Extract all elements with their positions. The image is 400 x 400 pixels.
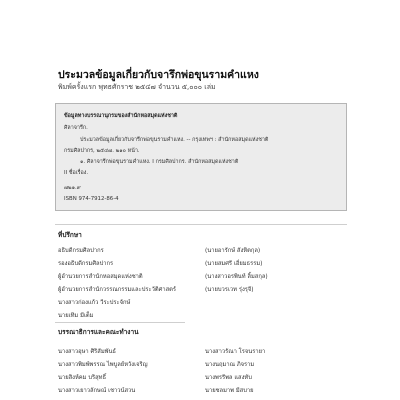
advisor-name: (นายอารักษ์ สังหิตกุล) [205,248,261,254]
print-info: พิมพ์ครั้งแรก พุทธศักราช ๒๕๔๗ จำนวน ๕,๐๐๐ เล่ม [58,83,216,91]
editor-name: นายสิงห์คม บริสุทธิ์ [58,375,107,381]
cip-classification: ๗๒๑.๙ [64,185,81,191]
document-title: ประมวลข้อมูลเกี่ยวกับจารึกพ่อขุนรามคำแหง [58,69,259,81]
cip-entry-line-2: กรมศิลปากร, ๒๕๔๗. ๒๑๐ หน้า. [64,148,140,154]
advisors-heading: ที่ปรึกษา [58,231,82,239]
cataloging-in-publication-box [55,103,347,211]
advisor-name: (นายบวรเวท รุ่งรุจี) [205,287,254,293]
cip-entry-line-3: ๑. ศิลาจารึกพ่อขุนรามคำแหง. I กรมศิลปากร. สำนักหอสมุดแห่งชาติ [80,159,239,165]
editor-name: นางสาวรัณา โรจนรายา [205,349,266,355]
advisor-position: อธิบดีกรมศิลปากร [58,248,104,254]
cip-author: ศิลาจารึก. [64,125,88,131]
advisor-name: (นางสาวอรพินท์ ลิ้มสกุล) [205,274,268,280]
section-divider [55,224,347,225]
cip-isbn: ISBN 974-7912-86-4 [64,196,119,202]
cip-heading: ข้อมูลทางบรรณานุกรมของสำนักหอสมุดแห่งชาติ [64,113,178,119]
editor-name: นายชลมาพ มีสบาย [205,388,254,394]
advisor-person: นายเทิม มีเต็ม [58,313,94,319]
cip-entry-line-1: ประมวลข้อมูลเกี่ยวกับจารึกพ่อขุนรามคำแหง. -- กรุงเทพฯ : สำนักหอสมุดแห่งชาติ [80,137,269,143]
editor-name: นางสาวเยาวลักษณ์ เชาวน์สวน [58,388,136,394]
advisor-person: นางสาวก่องแก้ว วีระประจักษ์ [58,300,131,306]
editor-name: นางสาวพิมพ์พรรณ ไพบูลย์หวังเจริญ [58,362,148,368]
editor-name: นางนฤมาณ ภิจราม [205,362,255,368]
advisor-position: ผู้อำนวยการสำนักหอสมุดแห่งชาติ [58,274,143,280]
section-divider [55,322,185,323]
editors-heading: บรรณาธิการและคณะทำงาน [58,328,139,336]
editor-name: นางพรรีพล แสงทับ [205,375,252,381]
editor-name: นางสาวอุษา ศิริสัมพันธ์ [58,349,116,355]
advisor-position: ผู้อำนวยการสำนักวรรณกรรมและประวัติศาสตร์ [58,287,176,293]
advisor-position: รองอธิบดีกรมศิลปากร [58,261,114,267]
advisor-name: (นายสมศรี เอี่ยมธรรม) [205,261,263,267]
cip-entry-line-4: II ชื่อเรื่อง. [64,170,89,176]
